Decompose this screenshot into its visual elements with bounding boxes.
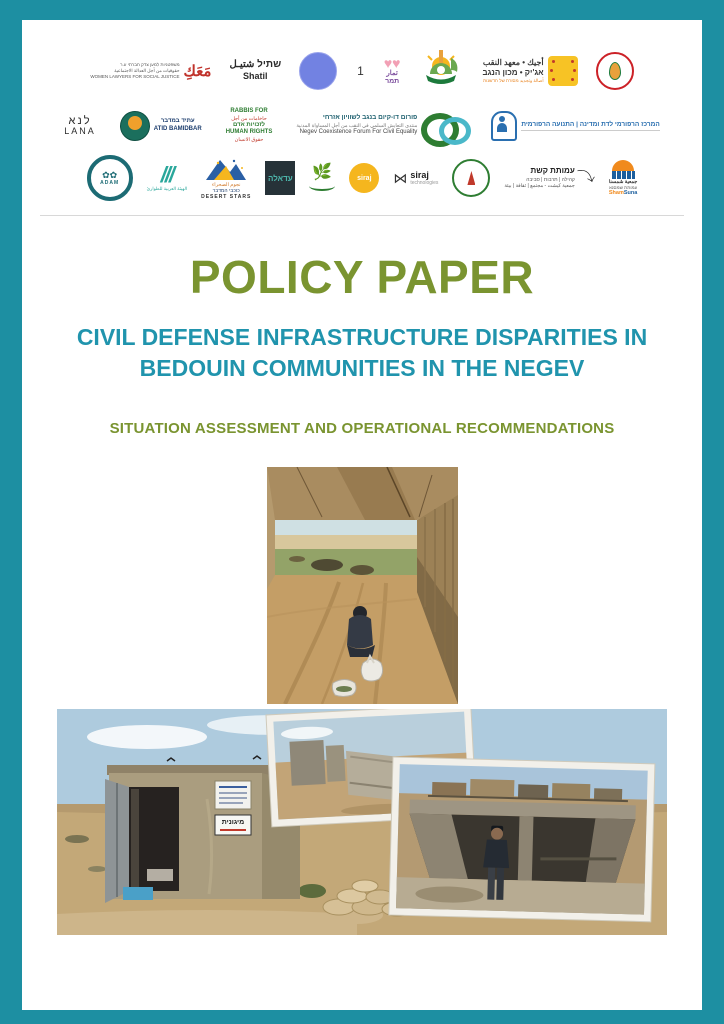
tamar-arabic: تمار — [386, 69, 398, 77]
logo-negev-emblem — [418, 48, 464, 94]
lana-hebrew: לנא — [68, 114, 92, 127]
keshet-hebrew-sub: קהילה | תרבות | סביבה — [526, 176, 575, 183]
logo-atid-bamidbar — [120, 111, 202, 141]
header-divider — [40, 215, 684, 216]
logo-row-1 — [36, 48, 688, 94]
ajeec-arabic: أجيك • معهد النقب — [482, 58, 544, 68]
shamsuna-hebrew: עמותת שמסנא — [608, 184, 638, 190]
siraj-label: siraj — [357, 174, 372, 182]
shamsuna-sun-icon — [612, 160, 634, 171]
itach-line-en: WOMEN LAWYERS FOR SOCIAL JUSTICE — [90, 73, 180, 79]
logo-tamar — [384, 56, 401, 86]
shamsuna-en-1: Sham — [608, 189, 624, 196]
desert-stars-mountain-icon — [204, 156, 248, 182]
itach-line-ar: حقوقيات من أجل العدالة الاجتماعية — [114, 68, 180, 74]
desert-stars-arabic: نجوم الصحراء — [211, 182, 241, 188]
logo-adam — [87, 155, 133, 201]
circular-emblem-logo — [452, 159, 490, 197]
atid-hebrew: עתיד במדבר — [160, 117, 195, 124]
shamsuna-arabic: جمعية شمسنا — [608, 178, 638, 185]
adam-hands-icon: ✿✿ — [102, 169, 118, 180]
ajeec-sun-icon — [548, 56, 578, 86]
logo-negev-coexistence-forum — [296, 111, 467, 141]
desert-stars-english: DESERT STARS — [201, 194, 252, 200]
page-title: POLICY PAPER — [189, 251, 535, 303]
rhr-line5: حقوق الانسان — [234, 136, 264, 143]
logo-adalah — [265, 161, 295, 195]
page-subtitle: CIVIL DEFENSE INFRASTRUCTURE DISPARITIES IN BEDOUIN COMMUNITIES IN THE NEGEV — [76, 324, 648, 382]
coexistence-rings-icon — [421, 111, 467, 141]
desert-stars-hebrew: כוכבי המדבר — [212, 188, 240, 194]
shamsuna-en-2: Suna — [623, 189, 638, 196]
shamsuna-solar-panel-icon — [611, 171, 635, 179]
logo-shatil — [229, 59, 281, 83]
page-number: 1 — [357, 64, 364, 78]
ncf-arabic: منتدى التعايش السلمي في النقب من أجل المساواة المدنية — [296, 122, 418, 129]
ajeec-hebrew: אג'יק • מכון הנגב — [482, 68, 544, 78]
adalah-label: עדאלה — [267, 173, 293, 183]
atid-english: ATID BAMIDBAR — [153, 125, 202, 132]
logo-row-3 — [36, 155, 688, 201]
logo-siraj-technologies — [393, 171, 438, 186]
title-block — [22, 250, 702, 437]
ncf-english: Negev Coexistence Forum For Civil Equality — [299, 129, 418, 136]
hourglass-icon: ⋈ — [393, 170, 408, 186]
rhr-line1: RABBIS FOR — [230, 108, 268, 114]
partner-logos-band — [22, 20, 702, 224]
rhr-line2: حاخامات من أجل — [231, 115, 267, 122]
atid-bamidbar-sun-icon — [120, 111, 150, 141]
red-figure-icon — [467, 171, 475, 185]
ncf-hebrew: פורום דו-קיום בנגב לשוויון אזרחי — [322, 114, 418, 122]
keshet-name: עמותת קשת — [530, 166, 575, 176]
logo-siraj — [349, 163, 379, 193]
adam-label: ADAM — [100, 179, 120, 186]
page-tagline: SITUATION ASSESSMENT AND OPERATIONAL RECOMMENDATIONS — [109, 420, 615, 438]
keshet-arabic-sub: جمعية كيشت - مجتمع | ثقافة | بيئة — [504, 183, 575, 190]
red-wreath-emblem-icon — [596, 52, 634, 90]
lana-english: LANA — [64, 125, 96, 136]
itach-line-he: משפטניות למען צדק חברתי ע.ר — [120, 62, 180, 68]
logo-row-2 — [36, 108, 688, 143]
logo-rabbis-for-human-rights — [226, 108, 273, 143]
sirajtech-name: siraj — [410, 169, 429, 180]
itach-maaki-text — [90, 62, 179, 80]
aec-label: الهيئة العربية للطوارئ — [146, 186, 188, 191]
logo-arab-emergency-committee — [147, 164, 187, 192]
reform-person-icon — [491, 111, 517, 141]
document-page — [22, 20, 702, 1010]
shatil-english: Shatil — [243, 71, 268, 81]
keshet-swoosh-icon: ⤵ — [576, 167, 597, 188]
teal-slashes-icon: /// — [160, 162, 174, 187]
tamar-hebrew: תמר — [385, 78, 400, 85]
shelters-composite-photo — [57, 709, 667, 935]
rhr-line3: לזכויות אדם — [233, 121, 265, 128]
inset-photo-underpass — [389, 757, 655, 922]
logo-ajeec — [482, 56, 577, 86]
svg-text:מיגונית: מיגונית — [221, 819, 245, 827]
shatil-hebrew: שתיל شتيـل — [229, 59, 282, 70]
logo-itach-maaki — [90, 62, 211, 80]
logo-keshet — [504, 166, 597, 190]
itach-maaki-calligraphy-icon: مَعَكِ — [183, 61, 212, 80]
sprout-icon: 🌿 — [312, 164, 333, 181]
tunnel-shelter-photo — [267, 467, 458, 704]
logo-desert-stars — [201, 156, 251, 200]
logo-reform-center — [491, 111, 659, 141]
green-tree-logo — [309, 165, 335, 191]
logo-lana — [64, 115, 96, 137]
mosque-sun-emblem-icon — [418, 48, 464, 94]
blue-circle-logo-icon — [299, 52, 337, 90]
reform-title: המרכז הרפורמי לדת ומדינה | התנועה הרפורמית — [521, 121, 659, 131]
sirajtech-sub: technologies — [410, 179, 439, 186]
rhr-line4: HUMAN RIGHTS — [225, 129, 273, 136]
ajeec-tagline: أصالة وتجديد מסורת של חדשנות — [483, 77, 544, 83]
shelter-sign — [215, 815, 251, 835]
logo-shamsuna — [609, 160, 638, 197]
tamar-heart-icon: ♥♥ — [383, 54, 401, 71]
